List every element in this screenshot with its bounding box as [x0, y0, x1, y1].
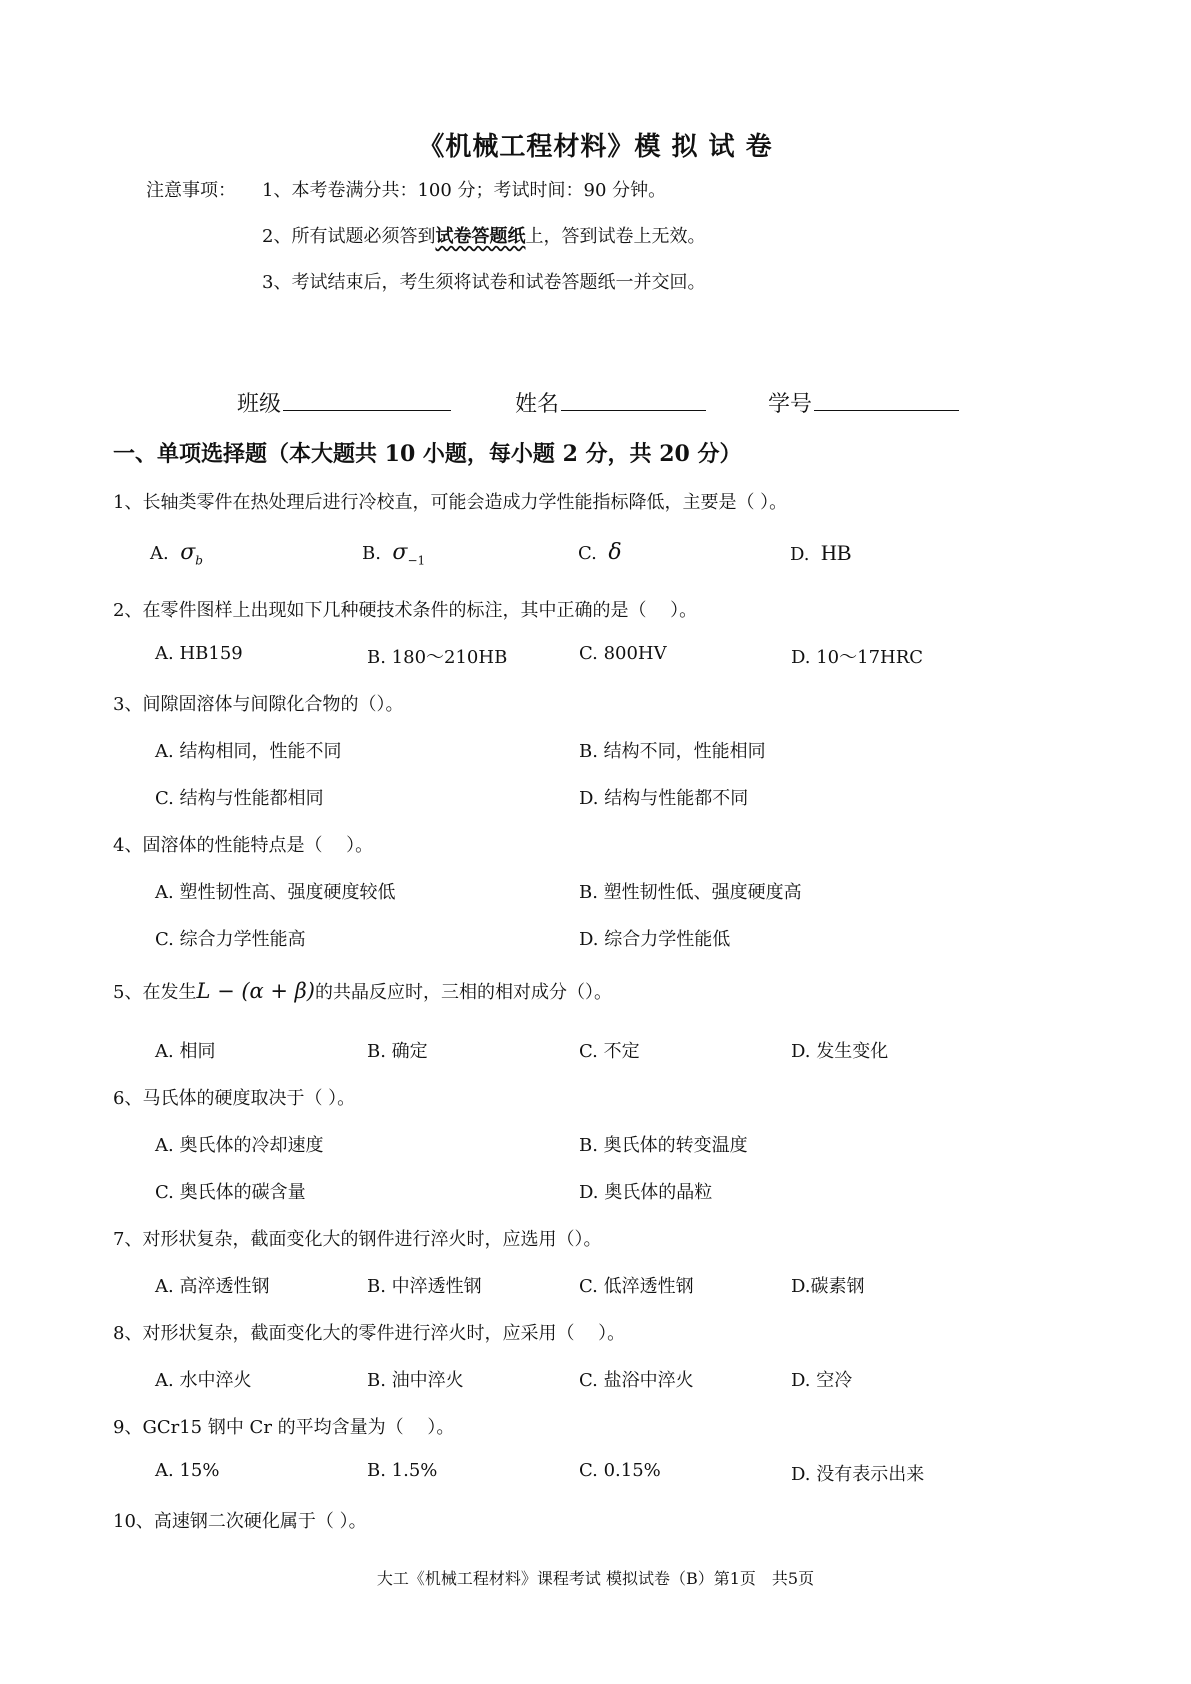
q9-option-d: D. 没有表示出来 [791, 1464, 925, 1485]
name-label: 姓名 [515, 392, 560, 417]
class-field[interactable] [237, 387, 451, 418]
q3-option-c: C. 结构与性能都相同 [155, 788, 324, 809]
question-9: 9、GCr15 钢中 Cr 的平均含量为（ ）。 [113, 1417, 455, 1438]
note-item-3: 3、考试结束后，考生须将试卷和试卷答题纸一并交回。 [262, 272, 706, 293]
q3-option-a: A. 结构相同，性能不同 [155, 741, 342, 762]
q4-option-a: A. 塑性韧性高、强度硬度较低 [155, 882, 396, 903]
q4-option-c: C. 综合力学性能高 [155, 929, 306, 950]
class-label: 班级 [237, 392, 282, 417]
q5-option-c: C. 不定 [579, 1041, 640, 1062]
question-1: 1、长轴类零件在热处理后进行冷校直，可能会造成力学性能指标降低，主要是（ ）。 [113, 492, 788, 513]
q1-option-c: C. δ [578, 540, 622, 565]
q6-option-a: A. 奥氏体的冷却速度 [155, 1135, 324, 1156]
q2-option-b: B. 180～210HB [367, 647, 508, 668]
sigma-b: $\sigma_b$ [180, 540, 203, 568]
q2-option-a: A. HB159 [155, 643, 243, 664]
section-heading: 一、单项选择题（本大题共 10 小题，每小题 2 分，共 20 分） [113, 441, 742, 467]
q5-option-a: A. 相同 [155, 1041, 216, 1062]
sigma-minus-1: $\sigma_{-1}$ [392, 540, 426, 568]
note-item-1: 1、本考卷满分共：100 分；考试时间：90 分钟。 [262, 180, 667, 201]
question-3: 3、间隙固溶体与间隙化合物的（）。 [113, 694, 404, 715]
q6-option-c: C. 奥氏体的碳含量 [155, 1182, 306, 1203]
q2-option-d: D. 10～17HRC [791, 647, 924, 668]
q7-option-a: A. 高淬透性钢 [155, 1276, 270, 1297]
q3-option-d: D. 结构与性能都不同 [579, 788, 749, 809]
q9-option-b: B. 1.5% [367, 1460, 438, 1481]
note-item-2-emphasis: 试卷答题纸 [435, 226, 526, 247]
q3-option-b: B. 结构不同，性能相同 [579, 741, 766, 762]
q9-option-c: C. 0.15% [579, 1460, 661, 1481]
name-field[interactable] [515, 387, 706, 418]
q5-option-b: B. 确定 [367, 1041, 428, 1062]
question-10: 10、高速钢二次硬化属于（ ）。 [113, 1511, 367, 1532]
q4-option-b: B. 塑性韧性低、强度硬度高 [579, 882, 802, 903]
q9-option-a: A. 15% [155, 1460, 220, 1481]
question-7: 7、对形状复杂，截面变化大的钢件进行淬火时，应选用（）。 [113, 1229, 602, 1250]
q1-option-d: D. HB [790, 540, 852, 565]
q7-option-d: D.碳素钢 [791, 1276, 865, 1297]
q1-option-a: A. $\sigma_b$ [150, 540, 203, 568]
q7-option-c: C. 低淬透性钢 [579, 1276, 694, 1297]
question-2: 2、在零件图样上出现如下几种硬技术条件的标注，其中正确的是（ ）。 [113, 600, 698, 621]
note-item-2 [262, 222, 705, 248]
note-item-2-pre: 2、所有试题必须答到 [262, 226, 436, 247]
q8-option-d: D. 空冷 [791, 1370, 853, 1391]
q6-option-d: D. 奥氏体的晶粒 [579, 1182, 713, 1203]
question-5: 5、在发生L − (α + β)的共晶反应时，三相的相对成分（）。 [113, 979, 612, 1003]
class-blank[interactable] [283, 390, 451, 411]
q1-option-b: B. $\sigma_{-1}$ [362, 540, 426, 568]
q7-option-b: B. 中淬透性钢 [367, 1276, 482, 1297]
page-title: 《机械工程材料》模 拟 试 卷 [418, 132, 773, 162]
q2-option-c: C. 800HV [579, 643, 667, 664]
note-item-2-post: 上，答到试卷上无效。 [525, 226, 706, 247]
q8-option-a: A. 水中淬火 [155, 1370, 252, 1391]
id-field[interactable] [768, 387, 959, 418]
q8-option-b: B. 油中淬火 [367, 1370, 464, 1391]
q8-option-c: C. 盐浴中淬火 [579, 1370, 694, 1391]
id-blank[interactable] [814, 390, 959, 411]
eutectic-formula: L − (α + β) [196, 979, 315, 1003]
notes-label: 注意事项： [146, 180, 236, 201]
id-label: 学号 [768, 392, 813, 417]
q5-option-d: D. 发生变化 [791, 1041, 889, 1062]
page-footer: 大工《机械工程材料》课程考试 模拟试卷（B）第1页 共5页 [376, 1569, 815, 1588]
question-4: 4、固溶体的性能特点是（ ）。 [113, 835, 374, 856]
name-blank[interactable] [561, 390, 706, 411]
q6-option-b: B. 奥氏体的转变温度 [579, 1135, 748, 1156]
question-8: 8、对形状复杂，截面变化大的零件进行淬火时，应采用（ ）。 [113, 1323, 626, 1344]
question-6: 6、马氏体的硬度取决于（ ）。 [113, 1088, 356, 1109]
q4-option-d: D. 综合力学性能低 [579, 929, 731, 950]
